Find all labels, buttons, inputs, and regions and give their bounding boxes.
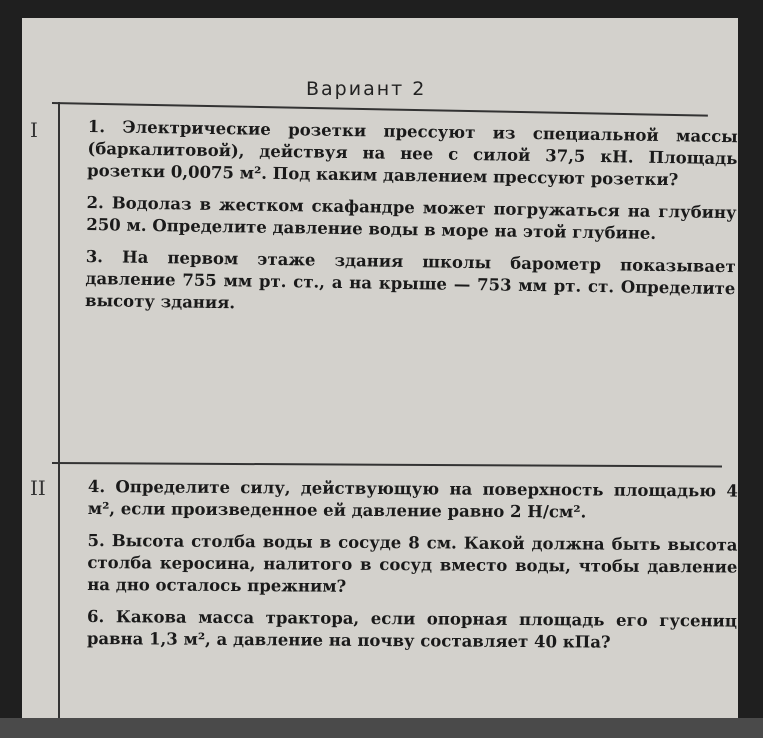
section-1-problems <box>85 116 738 332</box>
section-2-problems <box>87 476 738 665</box>
problem-3 <box>85 246 736 322</box>
problem-text: Определите силу, действующую на поверхность площадью 4 м², если произведенное ей давление равно 2 Н/см². <box>87 477 738 522</box>
problem-text: Водолаз в жестком скафандре может погружаться на глубину 250 м. Определите давление воды в море на этой глубине. <box>86 193 737 243</box>
problem-6 <box>87 606 737 655</box>
section-label-1: I <box>30 118 38 142</box>
problem-4 <box>88 476 738 525</box>
problem-number: 5. <box>87 530 105 551</box>
textbook-page <box>22 18 738 718</box>
problem-number: 3. <box>85 246 104 267</box>
variant-title: Вариант 2 <box>306 78 427 100</box>
top-rule <box>52 102 708 117</box>
problem-text: Какова масса трактора, если опорная площадь его гусениц равна 1,3 м², а давление на почву составляет 40 кПа? <box>86 607 738 652</box>
problem-number: 1. <box>87 116 106 137</box>
problem-number: 6. <box>86 606 105 627</box>
bottom-strip <box>0 718 763 738</box>
problem-text: Высота столба воды в сосуде 8 см. Какой должна быть высота столба керосина, налитого в сосуд вместо воды, чтобы давление на дно осталось прежним? <box>87 531 738 596</box>
section-divider <box>52 462 722 468</box>
problem-number: 2. <box>86 192 105 213</box>
problem-text: Электрические розетки прессуют из специальной массы (баркалитовой), действуя на нее с силой 37,5 кН. Площадь розетки 0,0075 м². Под каким давлением прессуют розетки? <box>86 117 738 190</box>
problem-number: 4. <box>87 476 106 497</box>
section-label-2: II <box>30 476 46 500</box>
problem-5 <box>87 530 737 601</box>
problem-2 <box>86 192 737 246</box>
problem-text: На первом этаже здания школы барометр показывает давление 755 мм рт. ст., а на крыше — 753 мм рт. ст. Определите высоту здания. <box>84 247 736 313</box>
margin-rule <box>58 102 60 718</box>
problem-1 <box>87 116 738 192</box>
